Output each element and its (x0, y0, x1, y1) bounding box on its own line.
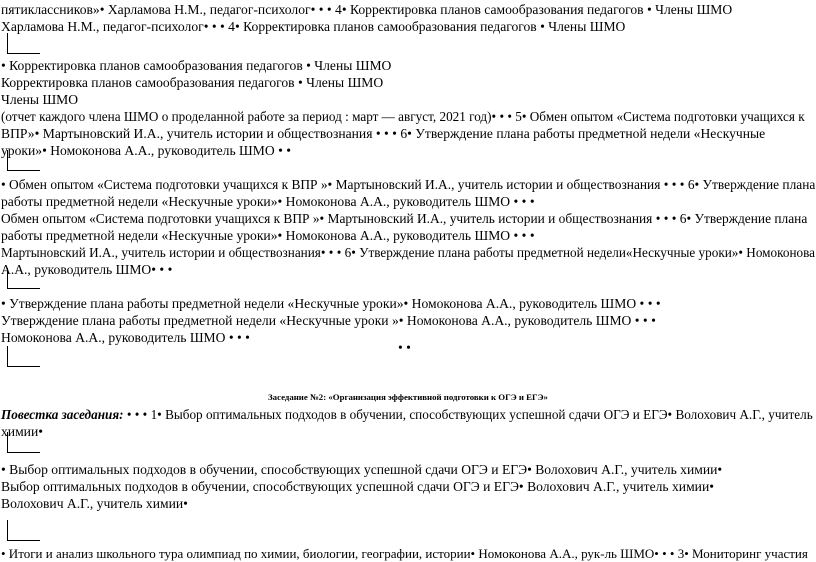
text-line: Обмен опытом «Система подготовки учащихся к ВПР »• Мартыновский И.А., учитель истории и обществознания • • • 6• Утверждение плана (1, 211, 808, 226)
text-line: Утверждение плана работы предметной недели «Нескучные уроки »• Номоконова А.А., руководитель ШМО • • • (1, 313, 656, 328)
table-cell-fragment (7, 520, 40, 541)
text-line: • Выбор оптимальных подходов в обучении, способствующих успешной сдачи ОГЭ и ЕГЭ• Волохович А.Г., учитель химии• (1, 462, 723, 477)
agenda-line-continued: химии• (1, 424, 43, 439)
meeting-heading: Заседание №2: «Организация эффективной подготовки к ОГЭ и ЕГЭ» (268, 392, 548, 402)
table-cell-fragment (7, 150, 40, 171)
table-cell-fragment (7, 346, 40, 367)
agenda-line (1, 406, 813, 423)
text-line: (отчет каждого члена ШМО о проделанной работе за период : март — август, 2021 год)• • • 5• Обмен опытом «Система подготовки учащихся к (1, 109, 805, 124)
bullet-marks: • • (398, 340, 411, 355)
table-cell-fragment (7, 268, 40, 289)
text-line: Харламова Н.М., педагог-психолог• • • 4• Корректировка планов самообразования педагогов • Члены ШМО (1, 19, 626, 34)
agenda-item-text: • • • 1• Выбор оптимальных подходов в обучении, способствующих успешной сдачи ОГЭ и ЕГЭ• Волохович А.Г., учитель (123, 407, 813, 422)
text-line: Члены ШМО (1, 92, 79, 107)
agenda-label: Повестка заседания: (1, 407, 124, 422)
text-line: Выбор оптимальных подходов в обучении, способствующих успешной сдачи ОГЭ и ЕГЭ• Волохович А.Г., учитель химии• (1, 479, 714, 494)
text-line: • Корректировка планов самообразования педагогов • Члены ШМО (1, 58, 392, 73)
text-line: уроки»• Номоконова А.А., руководитель ШМО • • (1, 143, 291, 158)
text-line: работы предметной недели «Нескучные уроки»• Номоконова А.А., руководитель ШМО • • • (1, 194, 535, 209)
text-line: А.А., руководитель ШМО• • • (1, 262, 173, 277)
text-line: работы предметной недели «Нескучные уроки»• Номоконова А.А., руководитель ШМО • • • (1, 228, 535, 243)
text-line: Номоконова А.А., руководитель ШМО • • • (1, 330, 250, 345)
text-line: Мартыновский И.А., учитель истории и обществознания• • • 6• Утверждение плана работы предметной недели«Нескучные уроки»• Номоконова (1, 245, 815, 260)
text-line: ВПР»• Мартыновский И.А., учитель истории и обществознания • • • 6• Утверждение плана работы предметной недели «Нескучные (1, 126, 766, 141)
text-line: Волохович А.Г., учитель химии• (1, 496, 188, 511)
table-cell-fragment (7, 33, 40, 54)
text-line: • Итоги и анализ школьного тура олимпиад по химии, биологии, географии, истории• Номоконова А.А., рук-ль ШМО• • • 3• Мониторинг участия (1, 546, 808, 561)
text-line: • Обмен опытом «Система подготовки учащихся к ВПР »• Мартыновский И.А., учитель истории и обществознания • • • 6• Утверждение плана (1, 177, 816, 192)
text-line: Корректировка планов самообразования педагогов • Члены ШМО (1, 75, 384, 90)
text-line: пятиклассников»• Харламова Н.М., педагог-психолог• • • 4• Корректировка планов самообразования педагогов • Члены ШМО (1, 2, 733, 17)
text-line: • Утверждение плана работы предметной недели «Нескучные уроки»• Номоконова А.А., руководитель ШМО • • • (1, 296, 661, 311)
table-cell-fragment (7, 432, 40, 453)
